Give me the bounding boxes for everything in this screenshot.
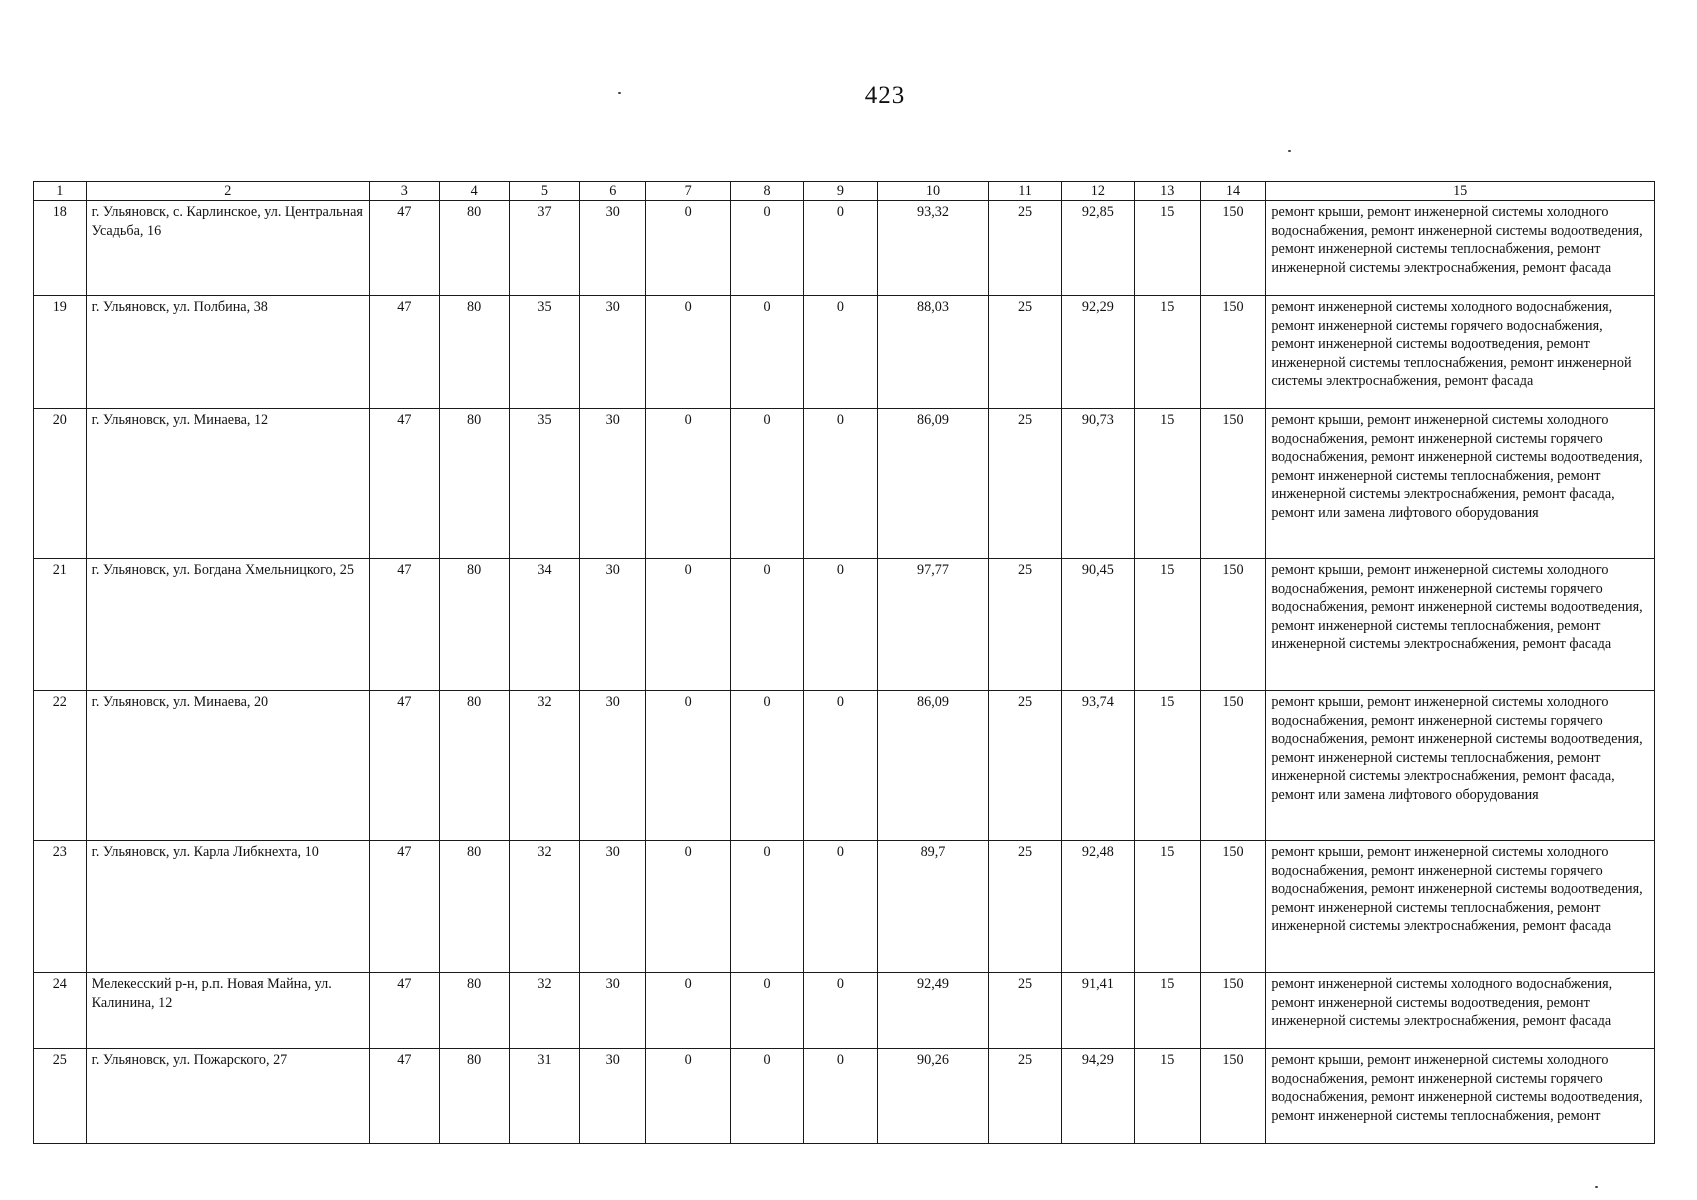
table-row <box>34 973 1655 1049</box>
row-value: 86,09 <box>877 691 988 841</box>
row-number: 21 <box>34 559 87 691</box>
row-value: 0 <box>803 559 877 691</box>
row-value: 92,48 <box>1061 841 1134 973</box>
row-value: 30 <box>580 841 646 973</box>
row-number: 23 <box>34 841 87 973</box>
row-address: г. Ульяновск, ул. Полбина, 38 <box>86 296 369 409</box>
row-value: 25 <box>989 691 1062 841</box>
row-value: 150 <box>1200 691 1266 841</box>
row-value: 0 <box>731 296 804 409</box>
row-number: 19 <box>34 296 87 409</box>
column-header: 8 <box>731 182 804 201</box>
row-value: 0 <box>803 691 877 841</box>
row-value: 34 <box>509 559 580 691</box>
row-value: 80 <box>439 559 509 691</box>
row-value: 0 <box>646 201 731 296</box>
row-value: 90,26 <box>877 1049 988 1144</box>
row-value: 30 <box>580 201 646 296</box>
row-value: 47 <box>369 201 439 296</box>
row-value: 15 <box>1134 691 1200 841</box>
table-row <box>34 1049 1655 1144</box>
table-row <box>34 841 1655 973</box>
row-works: ремонт крыши, ремонт инженерной системы холодного водоснабжения, ремонт инженерной системы горячего водоснабжения, ремонт инженерной системы водоотведения, ремонт инженерной системы теплоснабжения, ремонт инженерной системы электроснабжения, ремонт фасада <box>1266 841 1655 973</box>
row-value: 0 <box>646 841 731 973</box>
row-value: 0 <box>803 1049 877 1144</box>
table-row <box>34 296 1655 409</box>
row-value: 0 <box>803 841 877 973</box>
row-value: 25 <box>989 841 1062 973</box>
row-value: 25 <box>989 973 1062 1049</box>
row-value: 15 <box>1134 841 1200 973</box>
row-value: 91,41 <box>1061 973 1134 1049</box>
row-value: 25 <box>989 296 1062 409</box>
row-address: г. Ульяновск, ул. Минаева, 20 <box>86 691 369 841</box>
page-number: 423 <box>864 82 906 109</box>
row-value: 92,49 <box>877 973 988 1049</box>
column-header: 10 <box>877 182 988 201</box>
row-works: ремонт крыши, ремонт инженерной системы холодного водоснабжения, ремонт инженерной системы горячего водоснабжения, ремонт инженерной системы водоотведения, ремонт инженерной системы теплоснабжения, ремонт инженерной системы электроснабжения, ремонт фасада <box>1266 559 1655 691</box>
row-value: 15 <box>1134 296 1200 409</box>
row-number: 18 <box>34 201 87 296</box>
column-header: 11 <box>989 182 1062 201</box>
row-value: 80 <box>439 296 509 409</box>
row-value: 15 <box>1134 973 1200 1049</box>
row-value: 0 <box>646 559 731 691</box>
scan-speck <box>1288 150 1291 152</box>
row-value: 0 <box>646 1049 731 1144</box>
row-value: 0 <box>731 691 804 841</box>
row-value: 32 <box>509 841 580 973</box>
row-value: 92,85 <box>1061 201 1134 296</box>
row-value: 89,7 <box>877 841 988 973</box>
row-value: 0 <box>646 973 731 1049</box>
row-value: 150 <box>1200 973 1266 1049</box>
row-value: 25 <box>989 559 1062 691</box>
row-works: ремонт крыши, ремонт инженерной системы холодного водоснабжения, ремонт инженерной системы горячего водоснабжения, ремонт инженерной системы водоотведения, ремонт инженерной системы теплоснабжения, ремонт инженерной системы электроснабжения, ремонт фасада, ремонт или замена лифтового оборудования <box>1266 691 1655 841</box>
row-value: 80 <box>439 691 509 841</box>
row-value: 30 <box>580 296 646 409</box>
row-address: г. Ульяновск, ул. Богдана Хмельницкого, 25 <box>86 559 369 691</box>
column-header: 15 <box>1266 182 1655 201</box>
row-value: 0 <box>803 201 877 296</box>
repair-register-table <box>33 181 1655 1144</box>
row-number: 25 <box>34 1049 87 1144</box>
scan-speck <box>618 92 621 94</box>
table-row <box>34 409 1655 559</box>
column-number-row <box>34 182 1655 201</box>
row-number: 20 <box>34 409 87 559</box>
row-address: г. Ульяновск, ул. Карла Либкнехта, 10 <box>86 841 369 973</box>
column-header: 12 <box>1061 182 1134 201</box>
row-value: 30 <box>580 691 646 841</box>
row-value: 0 <box>731 841 804 973</box>
row-works: ремонт инженерной системы холодного водоснабжения, ремонт инженерной системы горячего водоснабжения, ремонт инженерной системы водоотведения, ремонт инженерной системы теплоснабжения, ремонт инженерной системы электроснабжения, ремонт фасада <box>1266 296 1655 409</box>
row-works: ремонт крыши, ремонт инженерной системы холодного водоснабжения, ремонт инженерной системы горячего водоснабжения, ремонт инженерной системы водоотведения, ремонт инженерной системы теплоснабжения, ремонт инженерной системы электроснабжения, ремонт фасада, ремонт или замена лифтового оборудования <box>1266 409 1655 559</box>
row-value: 0 <box>731 559 804 691</box>
row-value: 30 <box>580 559 646 691</box>
row-address: г. Ульяновск, ул. Минаева, 12 <box>86 409 369 559</box>
row-value: 15 <box>1134 559 1200 691</box>
row-value: 15 <box>1134 201 1200 296</box>
row-value: 93,32 <box>877 201 988 296</box>
row-number: 22 <box>34 691 87 841</box>
row-value: 0 <box>731 1049 804 1144</box>
row-works: ремонт инженерной системы холодного водоснабжения, ремонт инженерной системы водоотведения, ремонт инженерной системы электроснабжения, ремонт фасада <box>1266 973 1655 1049</box>
scan-speck <box>1595 1186 1598 1188</box>
row-value: 150 <box>1200 559 1266 691</box>
row-value: 30 <box>580 1049 646 1144</box>
row-address: г. Ульяновск, с. Карлинское, ул. Центральная Усадьба, 16 <box>86 201 369 296</box>
row-value: 80 <box>439 201 509 296</box>
column-header: 5 <box>509 182 580 201</box>
row-value: 35 <box>509 296 580 409</box>
column-header: 4 <box>439 182 509 201</box>
table-row <box>34 691 1655 841</box>
row-value: 90,45 <box>1061 559 1134 691</box>
row-value: 0 <box>646 691 731 841</box>
row-value: 86,09 <box>877 409 988 559</box>
row-value: 0 <box>731 409 804 559</box>
row-value: 0 <box>731 973 804 1049</box>
row-value: 150 <box>1200 1049 1266 1144</box>
row-value: 47 <box>369 559 439 691</box>
row-works: ремонт крыши, ремонт инженерной системы холодного водоснабжения, ремонт инженерной системы водоотведения, ремонт инженерной системы теплоснабжения, ремонт инженерной системы электроснабжения, ремонт фасада <box>1266 201 1655 296</box>
row-value: 0 <box>803 296 877 409</box>
row-value: 47 <box>369 296 439 409</box>
row-value: 93,74 <box>1061 691 1134 841</box>
row-value: 37 <box>509 201 580 296</box>
row-value: 25 <box>989 409 1062 559</box>
table-row <box>34 201 1655 296</box>
row-value: 15 <box>1134 1049 1200 1144</box>
row-value: 30 <box>580 973 646 1049</box>
row-value: 25 <box>989 201 1062 296</box>
row-value: 0 <box>646 409 731 559</box>
row-value: 0 <box>731 201 804 296</box>
row-value: 47 <box>369 973 439 1049</box>
row-number: 24 <box>34 973 87 1049</box>
row-value: 0 <box>803 409 877 559</box>
column-header: 3 <box>369 182 439 201</box>
row-value: 80 <box>439 973 509 1049</box>
column-header: 7 <box>646 182 731 201</box>
row-value: 47 <box>369 841 439 973</box>
row-value: 80 <box>439 1049 509 1144</box>
row-value: 47 <box>369 409 439 559</box>
row-address: Мелекесский р-н, р.п. Новая Майна, ул. Калинина, 12 <box>86 973 369 1049</box>
column-header: 14 <box>1200 182 1266 201</box>
row-value: 150 <box>1200 201 1266 296</box>
column-header: 6 <box>580 182 646 201</box>
row-value: 47 <box>369 691 439 841</box>
row-value: 92,29 <box>1061 296 1134 409</box>
column-header: 2 <box>86 182 369 201</box>
column-header: 13 <box>1134 182 1200 201</box>
row-value: 150 <box>1200 296 1266 409</box>
row-value: 97,77 <box>877 559 988 691</box>
table-row <box>34 559 1655 691</box>
row-value: 90,73 <box>1061 409 1134 559</box>
row-value: 15 <box>1134 409 1200 559</box>
row-address: г. Ульяновск, ул. Пожарского, 27 <box>86 1049 369 1144</box>
row-value: 32 <box>509 691 580 841</box>
row-value: 32 <box>509 973 580 1049</box>
row-value: 30 <box>580 409 646 559</box>
row-works: ремонт крыши, ремонт инженерной системы холодного водоснабжения, ремонт инженерной системы горячего водоснабжения, ремонт инженерной системы водоотведения, ремонт инженерной системы теплоснабжения, ремонт <box>1266 1049 1655 1144</box>
column-header: 9 <box>803 182 877 201</box>
row-value: 80 <box>439 841 509 973</box>
row-value: 94,29 <box>1061 1049 1134 1144</box>
row-value: 88,03 <box>877 296 988 409</box>
row-value: 31 <box>509 1049 580 1144</box>
row-value: 0 <box>646 296 731 409</box>
row-value: 0 <box>803 973 877 1049</box>
row-value: 150 <box>1200 409 1266 559</box>
row-value: 25 <box>989 1049 1062 1144</box>
row-value: 47 <box>369 1049 439 1144</box>
row-value: 80 <box>439 409 509 559</box>
row-value: 35 <box>509 409 580 559</box>
column-header: 1 <box>34 182 87 201</box>
row-value: 150 <box>1200 841 1266 973</box>
